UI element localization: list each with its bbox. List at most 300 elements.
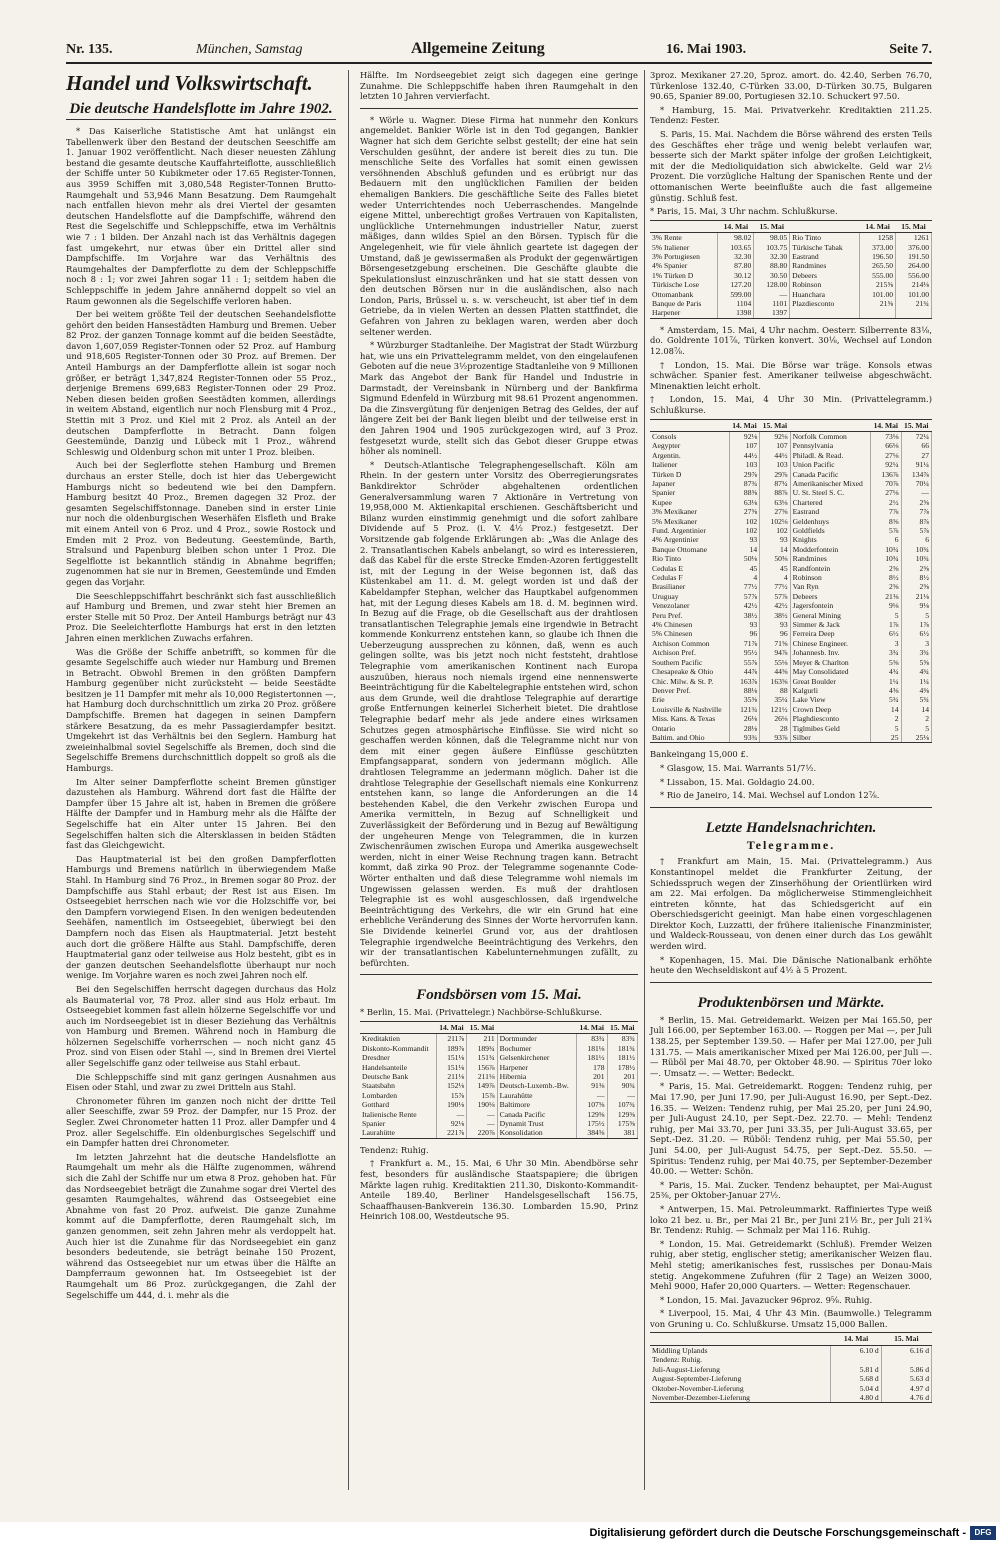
column-rule — [644, 70, 645, 1490]
page-header — [66, 40, 932, 64]
table-cell: 5% Italiener — [650, 243, 718, 252]
table-cell: Rio Tinto — [650, 554, 729, 563]
table-cell: 32.30 — [754, 252, 790, 261]
table-cell: 98.02 — [718, 233, 754, 243]
table-row — [650, 695, 932, 704]
hamburg-report: * Hamburg, 15. Mai. Privatverkehr. Kreditaktien 211.25. Tendenz: Fester. — [650, 104, 932, 126]
table-cell: 129⅝ — [577, 1110, 607, 1119]
table-cell: Venezolaner — [650, 601, 729, 610]
table-cell: 90¾ — [607, 1081, 638, 1090]
table-cell: 178 — [577, 1063, 607, 1072]
table-row — [650, 507, 932, 516]
table-row — [650, 479, 932, 488]
table-cell: Denver Pref. — [650, 686, 729, 695]
table-cell: 103 — [729, 460, 759, 469]
article-paragraph: Chronometer führen im ganzen noch nicht der dritte Teil aller Seeschiffe, zwar 59 Proz. der Dampfer, nur 15 Proz. der Segler. Zwei Chronometer hatten 11 Proz. aller Dampfer und 4 Proz. aller Segelschiffe. Ein oldenburgisches Segelschiff und ein Dampfer hatten drei Chronometer. — [66, 1095, 336, 1149]
table-cell: 96 — [760, 629, 790, 638]
table-cell: Cedulas E — [650, 564, 729, 573]
table-cell: 35¼ — [760, 695, 790, 704]
table-cell: Jagersfontein — [790, 601, 870, 610]
table-cell: U. St. Steel S. C. — [790, 488, 870, 497]
table-cell: 103 — [760, 460, 790, 469]
table-cell: Consols — [650, 431, 729, 441]
column-header: 14. Mai — [860, 220, 896, 232]
table-cell: 201 — [607, 1072, 638, 1081]
table-row — [360, 1034, 638, 1044]
table-cell: 21⅝ — [860, 299, 896, 308]
table-cell: 42½ — [729, 601, 759, 610]
table-row — [650, 724, 932, 733]
table-row — [650, 564, 932, 573]
column-3 — [650, 70, 932, 1409]
column-header: 15. Mai — [754, 220, 790, 232]
table-cell: 91⅜ — [577, 1081, 607, 1090]
table-cell: 77½ — [729, 582, 759, 591]
table-cell: Lombarden — [360, 1091, 436, 1100]
table-row — [650, 667, 932, 676]
column-header: 14. Mai — [577, 1021, 607, 1033]
table-cell: 14 — [760, 545, 790, 554]
article-paragraph: Bei den Segelschiffen herrscht dagegen durchaus das Holz als Baumaterial vor, 78 Proz. aller sind aus Holz erbaut. Im Ostseegebiet kommen fast allein hölzerne Segelschiffe vor und auch im Nordseegebiet ist in dieser Beziehung das Verhältnis von Hamburg und Bremen. Während noch in Hamburg die hölzernen Segelschiffe vorherrschen — noch nicht ganz 45 Proz. sind von Eisen oder Stahl —, sind in Bremen drei Viertel aller Segelschiffe ganz oder teilweise aus Stahl erbaut. — [66, 983, 336, 1069]
table-cell: 151⅛ — [436, 1053, 466, 1062]
produce-title: Produktenbörsen und Märkte. — [697, 994, 885, 1011]
table-cell: 102 — [729, 526, 759, 535]
table-cell: Chinese Engineer. — [790, 639, 870, 648]
column-header: 15. Mai — [881, 1333, 931, 1345]
table-row — [360, 1053, 638, 1062]
table-cell — [896, 308, 932, 318]
table-cell: 5.04 d — [831, 1384, 881, 1393]
market-report: * London, 15. Mai. Getreidemarkt (Schluß). Fremder Weizen ruhig, aber stetig, englischer stetig; amerikanischer Weizen flau. Mehl stetig; amerikanisches fest, russisches per Donau-Mais stetig. Angekommene Zufuhren (für 2 Tage) an Weizen 3000, Mehl 9000, Hafer 20,000 Quarters. — Wetter: Regenschauer. — [650, 1238, 932, 1292]
table-cell: 175½ — [577, 1119, 607, 1128]
column-header — [650, 220, 718, 232]
london-quote-table — [650, 419, 932, 744]
table-cell: 196.50 — [860, 252, 896, 261]
table-cell: 5⅞ — [871, 526, 901, 535]
table-row — [650, 233, 932, 243]
table-cell: Aegypter — [650, 441, 729, 450]
lisbon-report: * Lissabon, 15. Mai. Goldagio 24.00. — [660, 776, 815, 787]
table-cell: 45 — [760, 564, 790, 573]
table-cell: 3¾ — [871, 648, 901, 657]
table-cell: 211⅞ — [436, 1034, 466, 1044]
table-cell: 1397 — [754, 308, 790, 318]
table-cell: 1% Türken D — [650, 271, 718, 280]
table-row — [650, 545, 932, 554]
table-cell: 4% Spanier — [650, 261, 718, 270]
table-cell: Canada Pacific — [497, 1110, 576, 1119]
table-cell: Van Ryn — [790, 582, 870, 591]
table-cell: 2⅝ — [901, 564, 931, 573]
market-report: * Berlin, 15. Mai. Getreidemarkt. Weizen per Mai 165.50, per Juli 166.00, per September 163.00. — Roggen per Mai —, per Juli 138.25, per September 139.50. — Hafer per Mai 127.00, per Juli 131.75. — Mais amerikanischer Mixed per Mai 126.00, per Juli —. — Rüböl per Mai 48.70, per Oktober 48.90. — Spiritus 70er loko —. Umsatz —. — Wetter: Bedeckt. — [650, 1014, 932, 1078]
table-cell: 189¾ — [467, 1044, 497, 1053]
table-cell: Laurahütte — [497, 1091, 576, 1100]
table-row — [650, 677, 932, 686]
table-cell: 156⅞ — [467, 1063, 497, 1072]
column-header: 15. Mai — [607, 1021, 638, 1033]
issue-number: Nr. 135. — [66, 42, 113, 57]
table-cell: 5.86 d — [881, 1365, 931, 1374]
table-cell: 190⅛ — [436, 1100, 466, 1109]
table-cell: 220⅞ — [467, 1128, 497, 1138]
table-row — [650, 460, 932, 469]
table-cell: 7⅞ — [901, 507, 931, 516]
table-cell: 201 — [577, 1072, 607, 1081]
table-cell: Dresdner — [360, 1053, 436, 1062]
table-cell: Staatsbahn — [360, 1081, 436, 1090]
table-cell: Japaner — [650, 479, 729, 488]
table-cell: 27⅛ — [871, 488, 901, 497]
table-header-row — [650, 220, 932, 232]
table-cell: August-September-Lieferung — [650, 1374, 831, 1383]
table-cell: Randmines — [790, 261, 860, 270]
table-cell: 92¼ — [871, 460, 901, 469]
table-cell: 73⅛ — [871, 431, 901, 441]
table-cell: 6.16 d — [881, 1345, 931, 1355]
table-cell: 134⅞ — [901, 470, 931, 479]
table-cell: 25 — [871, 733, 901, 743]
market-report: * Paris, 15. Mai. Getreidemarkt. Roggen: Tendenz ruhig, per Mai 17.90, per Juni 17.90, per Juli-August 16.90, per Sept.-Dez. 16.35. — Weizen: Tendenz ruhig, per Mai 25.20, per Juni 24.90, per Juli-August 24.10, per Sept.-Dez. 22.70. — Mehl: Tendenz ruhig, per Mai 33.70, per Juni 33.35, per Juli-August 33.65, per Sept.-Dez. 31.20. — Rüböl: Tendenz ruhig, per Mai 55.50, per Juni 54.00, per Juli-August 54.75, per Sept.-Dez. 55.50. — Spiritus: Tendenz ruhig, per Mai 40.75, per September-Dezember 40.00. — Wetter: Schön. — [650, 1081, 932, 1177]
table-cell: Handelsanteile — [360, 1063, 436, 1072]
table-cell: Norfolk Common — [790, 431, 870, 441]
table-cell: 265.50 — [860, 261, 896, 270]
table-cell — [881, 1355, 931, 1364]
continued-quotes: 3proz. Mexikaner 27.20, 5proz. amort. do. 42.40, Serben 76.70, Türkenlose 132.40, C-Türken 33.00, D-Türken 30.75, Bulgaren 90.65, Spanier 89.00, Portugiesen 32.10. Schuckert 97.50. — [650, 70, 932, 102]
table-cell: 5.68 d — [831, 1374, 881, 1383]
table-row — [650, 526, 932, 535]
article-paragraph: Der bei weitem größte Teil der deutschen Seehandelsflotte gehört den beiden Hansestädten Hamburg und Bremen. Ueber 82 Proz. der ganzen Tonnage kommt auf die beiden Seestädte, davon 1,607,059 Register-Tonnen oder 52 Proz. auf Hamburg und 918,605 Register-Tonnen oder 30 Proz. auf Bremen. Der Anteil Hamburgs an der Dampferflotte allein ist sogar noch größer, er beträgt 1,347,824 Register-Tonnen oder 55 Proz., derjenige Bremens 699,683 Register-Tonnen oder 29 Proz. Neben diesen beiden großen Seestädten kommen, allerdings in weitem Abstand, eigentlich nur noch Flensburg mit 4 Proz., Stettin mit 3 Proz. und Kiel mit 2 Proz. als Anteil an der deutschen Dampferflotte in Betracht. Dann folgen Geestemünde, Danzig und Lübeck mit 1 Proz., während Schleswig und Oldenburg schon mit unter 1 Proz. bleiben. — [66, 309, 336, 457]
table-cell: 70⅞ — [871, 479, 901, 488]
table-cell: 5% Mexikaner — [650, 517, 729, 526]
table-cell: 88⅞ — [760, 488, 790, 497]
article-paragraph: Was die Größe der Schiffe anbetrifft, so kommen für die gesamte Segelschiffe auch wieder nur Hamburg und Bremen in Betracht. Obwohl Bremen in den größten Dampfern Hamburg gegenüber nicht zurücksteht — beide Seestädte besitzen je 11 Dampfer mit mehr als 10,000 Registertonnen —, hat Hamburg doch durchschnittlich um zirka 20 Proz. größere Dampfschiffe. Bremen hat dagegen in seinen Dampfern stärkere Besatzung, da es mehr Passagierdampfer besitzt. Umgekehrt ist das Verhältnis bei den Seglern. Hamburg hat zweieinhalbmal soviel Segelschiffe als Bremen, doch sind die Segelschiffe Bremens durchschnittlich doppelt so groß als die Hamburgs. — [66, 646, 336, 774]
table-cell: Ottomanbank — [650, 290, 718, 299]
table-cell: 136⅞ — [871, 470, 901, 479]
london-report: † London, 15. Mai. Die Börse war träge. Konsols etwas schwächer. Spanier fest. Amerikaner teilweise abgeschwächt. Minenaktien leicht erholt. — [650, 359, 932, 391]
table-cell: 44½ — [729, 451, 759, 460]
table-cell: 77½ — [760, 582, 790, 591]
table-cell: 121¾ — [729, 705, 759, 714]
table-cell: Meyer & Charlton — [790, 658, 870, 667]
table-cell: Union Pacific — [790, 460, 870, 469]
table-row — [650, 535, 932, 544]
table-cell: Banque de Paris — [650, 299, 718, 308]
table-cell: 9⅛ — [871, 601, 901, 610]
table-cell: Brasilianer — [650, 582, 729, 591]
table-cell: 29⅞ — [729, 470, 759, 479]
table-cell: 4 — [729, 573, 759, 582]
table-cell: 14 — [871, 705, 901, 714]
table-cell: 211⅛ — [467, 1072, 497, 1081]
table-cell: 8½ — [901, 573, 931, 582]
table-cell: Argentin. — [650, 451, 729, 460]
table-cell: 1398 — [718, 308, 754, 318]
table-cell: 4¾ — [901, 667, 931, 676]
table-cell: Laurahütte — [360, 1128, 436, 1138]
table-cell: Louisville & Nashville — [650, 705, 729, 714]
column-header — [360, 1021, 436, 1033]
table-cell: — — [467, 1110, 497, 1119]
table-cell: Harpener — [650, 308, 718, 318]
table-cell: Simmer & Jack — [790, 620, 870, 629]
table-cell: Baltimore — [497, 1100, 576, 1109]
table-cell: 4¾ — [871, 667, 901, 676]
table-cell: General Mining — [790, 611, 870, 620]
table-cell: 92⅛ — [436, 1119, 466, 1128]
column-1 — [66, 70, 336, 1303]
news-items — [360, 115, 638, 969]
issue-date: 16. Mai 1903. — [666, 42, 747, 57]
table-cell: 95½ — [729, 648, 759, 657]
table-cell: Spanier — [650, 488, 729, 497]
table-cell — [860, 308, 896, 318]
article-paragraph: Im Alter seiner Dampferflotte scheint Bremen günstiger dazustehen als Hamburg. Während dort fast die Hälfte der Dampfer über 15 Jahre alt ist, haben in Bremen die größere Hälfte der Dampfer und in Hamburg mehr als die Hälfte der Segelschiffe hat ein Alter unter 15 Jahren. Bei den Segelschiffen halten sich die Altersklassen in beiden Städten fast das Gleichgewicht. — [66, 776, 336, 851]
table-cell: Debeers — [790, 271, 860, 280]
table-row — [650, 601, 932, 610]
table-cell: — — [754, 290, 790, 299]
table-cell: 127.20 — [718, 280, 754, 289]
table-cell: Miss. Kans. & Texas — [650, 714, 729, 723]
news-item: * Deutsch-Atlantische Telegraphengesellschaft. Köln am Rhein. In der gestern unter Vorsitz des Oberregierungsrates Bankdirektor Schröder abgehaltenen ordentlichen Generalversammlung waren 7 Aktionäre in Vertretung von 19,958,000 M. Aktienkapital erschienen. Geschäftsbericht und Bilanz wurden einstimmig genehmigt und die sofort zahlbare Dividende auf 5 Proz. (i. V. 4½ Proz.) festgesetzt. Der Vorsitzende gab folgende Erklärungen ab: „Was die Anlage des 2. Transatlantischen Kabels anbelangt, so wird es interessieren, daß das Kabel für die erste Strecke Emden-Azoren fertiggestellt ist, mit der Legung in der Weise begonnen ist, daß das Küstenkabel am 11. d. M. gelegt worden ist und daß der Kabeldampfer Stephan, welcher das Hauptkabel aufgenommen hat, mit der Legung dieses Kabels am 18. d. M. beginnen wird. In Bezug auf die Frage, ob die Gesellschaft aus der drahtlosen transatlantischen Telegraphie jemals eine irgendwie in Betracht kommende Konkurrenz entstehen kann, so glaube ich Ihnen die Ueberzeugung aussprechen zu können, daß, wenn es auch gelingen sollte, was bis jetzt noch nicht feststeht, drahtlose Telegraphie vom amerikanischen Kontinent nach Europa auszuüben, hieraus noch niemals irgend eine nennenswerte Beeinträchtigung für die Kabeltelegraphie entstehen wird, schon aus dem Grunde, weil die drahtlose Telegraphie auf derartige große Entfernungen keinerlei Sicherheit bietet. Die drahtlose Telegraphie bedarf mehr als jede andere eines wirksamen Schutzes gegen atmosphärische Einflüsse. Sie wird nicht so geschaffen werden können, daß die Telegramme nicht nur von dem mit einer gegen äußere Einflüsse geschützten Empfangsapparat, sondern von jedermann möglich. Alle drahtlosen Telegramme an jedermann möglich. Daher ist die drahtlose Telegraphie der Gesellschaft niemals eine Konkurrenz entstehen kann, so lange die Anforderungen an die 14 bestehenden Kabel, die den Verkehr zwischen Europa und Amerika vermitteln, in Bezug auf Schnelligkeit und Zuverlässigkeit der Beförderung und in Bezug auf Bewältigung der ungeheuren Menge von Telegrammen, die in kurzen Zwischenräumen zwischen Europa und Amerika ausgewechselt werden, nicht in einer Weise Rechnung tragen kann. Betracht kommt, daß zirka 90 Proz. der Telegramme sogenannte Code-Wörter enthalten und daß diese Telegramme wohl niemals im Ungewissen gelassen werden. Es muß der drahtlosen Telegraphie ist es wohl ausgeschlossen, daß irgendwelche Beeinträchtigung des Verkehrs, die wir ein Grund hat eine erhebliche Veränderung des Sinnes der Worte hervorrufen kann. Sie Dividende keinerlei Grund vor, aus der drahtlosen Telegraphie irgendwelche Beeinträchtigung des Verkehrs, den wir der transatlantischen Kabelunternehmungen zufällt, zu befürchten. — [360, 459, 638, 968]
table-cell: 6.10 d — [831, 1345, 881, 1355]
table-cell: November-Dezember-Lieferung — [650, 1393, 831, 1403]
table-cell: 98.05 — [754, 233, 790, 243]
dfg-logo: DFG — [970, 1526, 996, 1540]
table-cell: 5% Chinesen — [650, 629, 729, 638]
table-cell: 384⅝ — [577, 1128, 607, 1138]
table-cell: 10¾ — [901, 545, 931, 554]
table-cell: 8⅞ — [901, 517, 931, 526]
table-cell: Gelsenkirchener — [497, 1053, 576, 1062]
table-cell: 66 — [901, 441, 931, 450]
table-row — [650, 1365, 932, 1374]
divider — [360, 108, 638, 109]
table-cell: 211 — [467, 1034, 497, 1044]
table-cell: 45 — [729, 564, 759, 573]
table-cell: 5 — [871, 724, 901, 733]
table-row — [650, 431, 932, 441]
table-row — [650, 1355, 932, 1364]
column-header: 14. Mai — [871, 419, 901, 431]
table-cell: 96 — [729, 629, 759, 638]
table-row — [360, 1100, 638, 1109]
continued-text: Hälfte. Im Nordseegebiet zeigt sich dagegen eine geringe Zunahme. Die Schleppschiffe haben ihren Raumgehalt in den letzten 10 Jahren vervierfacht. — [360, 70, 638, 102]
table-cell: 4.80 d — [831, 1393, 881, 1403]
table-cell: 27 — [901, 451, 931, 460]
table-cell: 9⅛ — [901, 601, 931, 610]
table-cell: 5⅞ — [901, 526, 931, 535]
table-cell: 103.75 — [754, 243, 790, 252]
table-row — [650, 470, 932, 479]
table-cell: Erie — [650, 695, 729, 704]
table-cell: 14 — [729, 545, 759, 554]
table-cell: 83¾ — [607, 1034, 638, 1044]
table-cell: Italienische Rente — [360, 1110, 436, 1119]
glasgow-report: * Glasgow, 15. Mai. Warrants 51/7½. — [660, 762, 817, 773]
table-row — [360, 1063, 638, 1072]
table-cell: 70¼ — [901, 479, 931, 488]
table-cell: 214⅛ — [896, 280, 932, 289]
telegrams-title: Telegramme. — [746, 837, 836, 852]
table-cell: 8⅝ — [871, 517, 901, 526]
table-row — [650, 629, 932, 638]
table-cell: 6 — [871, 535, 901, 544]
table-row — [360, 1119, 638, 1128]
table-cell: 35⅝ — [729, 695, 759, 704]
table-cell: Cedulas F — [650, 573, 729, 582]
table-cell: Southern Pacific — [650, 658, 729, 667]
column-2 — [360, 70, 638, 1225]
table-row — [360, 1044, 638, 1053]
berlin-heading: * Berlin, 15. Mai. (Privattelegr.) Nachbörse-Schlußkurse. — [360, 1007, 603, 1018]
table-row — [650, 280, 932, 289]
table-cell: 91¼ — [901, 460, 931, 469]
table-cell: 38½ — [760, 611, 790, 620]
table-cell: 3¾ — [901, 648, 931, 657]
table-cell: 10¾ — [901, 554, 931, 563]
amsterdam-report: * Amsterdam, 15. Mai, 4 Uhr nachm. Oesterr. Silberrente 83⅛, do. Goldrente 101⅞, Türken konvert. 30⅛, Wechsel auf London 12.08⅞. — [650, 324, 932, 356]
table-row — [650, 714, 932, 723]
table-cell: Chic. Milw. & St. P. — [650, 677, 729, 686]
table-row — [650, 1384, 932, 1393]
table-cell: 102⅛ — [760, 517, 790, 526]
column-header — [650, 1333, 831, 1345]
table-cell: Pennsylvania — [790, 441, 870, 450]
berlin-tendenz: Tendenz: Ruhig. — [360, 1144, 429, 1155]
table-row — [650, 573, 932, 582]
table-cell: 1104 — [718, 299, 754, 308]
table-cell: 373.00 — [860, 243, 896, 252]
table-cell: 5¾ — [901, 695, 931, 704]
table-cell: Silber — [790, 733, 870, 743]
table-cell: 163⅝ — [760, 677, 790, 686]
table-cell: Huanchara — [790, 290, 860, 299]
table-cell: 3% Rente — [650, 233, 718, 243]
table-cell: 93 — [760, 620, 790, 629]
table-cell: 4.97 d — [881, 1384, 931, 1393]
table-cell: 3 — [871, 639, 901, 648]
table-cell: 129⅝ — [607, 1110, 638, 1119]
table-cell: 221⅞ — [436, 1128, 466, 1138]
table-cell: Peru Pref. — [650, 611, 729, 620]
table-cell: 1¼ — [871, 677, 901, 686]
table-cell: 21⅛ — [901, 592, 931, 601]
table-cell: Dortmunder — [497, 1034, 576, 1044]
table-cell: 26⅛ — [729, 714, 759, 723]
table-cell: 71⅝ — [760, 639, 790, 648]
table-cell: 4⅜ — [871, 686, 901, 695]
table-cell: 1⅞ — [901, 620, 931, 629]
divider — [650, 982, 932, 983]
table-cell: 88.80 — [754, 261, 790, 270]
table-row — [650, 1345, 932, 1355]
paris-heading: * Paris, 15. Mai, 3 Uhr nachm. Schlußkurse. — [650, 206, 838, 217]
table-row — [360, 1091, 638, 1100]
table-row — [650, 582, 932, 591]
paris-quote-table — [650, 220, 932, 319]
column-header: 14. Mai — [831, 1333, 881, 1345]
table-cell: Randfontein — [790, 564, 870, 573]
london-heading: † London, 15. Mai, 4 Uhr 30 Min. (Privattelegramm.) Schlußkurse. — [650, 394, 932, 415]
digitization-footer — [0, 1522, 1000, 1545]
column-header: 15. Mai — [896, 220, 932, 232]
table-cell: Chartered — [790, 498, 870, 507]
table-cell: 50⅜ — [760, 554, 790, 563]
table-cell: Ontario — [650, 724, 729, 733]
table-cell: 2⅝ — [901, 498, 931, 507]
table-cell: 55⅞ — [729, 658, 759, 667]
table-cell: Plazdiesconto — [790, 299, 860, 308]
table-cell: 5 — [901, 724, 931, 733]
table-cell: 6½ — [871, 629, 901, 638]
news-item: * Würzburger Stadtanleihe. Der Magistrat der Stadt Würzburg hat, wie uns ein Privattelegramm meldet, von den eingelaufenen Geboten auf die neue 3½prozentige Stadtanleihe von 9 Millionen Mark das Angebot der Bank für Handel und Industrie in Darmstadt, der Vereinsbank in Nürnberg und der Bankfirma Sigmund Edenfeld in Würzburg mit 98.61 Prozent angenommen. Da die Zinsvergütung für denjenigen Betrag des Geldes, der auf längere Zeit bei der Bank liegen bleibt und der teilweise erst in den Jahren 1904 und 1905 zurückgezogen wird, auf 3 Proz. festgesetzt wurde, stellt sich das Gebot dieser Gruppe etwas höher als nominell. — [360, 340, 638, 457]
table-cell: Goldfields — [790, 526, 870, 535]
table-cell: Chesapeake & Ohio — [650, 667, 729, 676]
article-title: Die deutsche Handelsflotte im Jahre 1902. — [66, 100, 336, 120]
table-cell: 44⅞ — [729, 667, 759, 676]
table-cell: 10¾ — [871, 545, 901, 554]
table-cell: 152⅛ — [436, 1081, 466, 1090]
column-rule — [348, 70, 349, 1490]
table-row — [650, 498, 932, 507]
table-row — [650, 1374, 932, 1383]
table-row — [650, 686, 932, 695]
article-paragraph: Die Seeschleppschiffahrt beschränkt sich fast ausschließlich auf Hamburg und Bremen, und zwar steht hier Bremen an erster Stelle mit 50 Proz. Der Anteil Hamburgs beträgt nur 43 Proz. Die Seeleichterflotte Hamburgs hat erst in den letzten Jahren einen merklichen Zuwachs erfahren. — [66, 590, 336, 643]
table-cell: 151¾ — [467, 1053, 497, 1062]
article-body — [66, 126, 336, 1300]
column-header — [790, 419, 870, 431]
table-cell: 44½ — [760, 451, 790, 460]
column-header: 15. Mai — [901, 419, 931, 431]
table-row — [650, 290, 932, 299]
article-paragraph: Das Hauptmaterial ist bei den großen Dampferflotten Hamburgs und Bremens natürlich in überwiegendem Maße Stahl. In Hamburg sind 76 Proz., in Bremen sogar 80 Proz. der Dampfschiffe aus Stahl erbaut; der Rest ist aus Eisen. Im Ostseegebiet herrschen nach wie vor die Holzschiffe vor, bei den Dampfern vorwiegend Eisen. In den wenigen bedeutenden Seehäfen, namentlich im Ostseegebiet, überwiegt bei den Dampfern noch das Eisen als Hauptmaterial. Jetzt besteht auch dort die größere Hälfte aus Stahl. Dampfschiffe, deren Hauptmaterial ganz oder teilweise aus Holz besteht, gibt es in der ganzen deutschen Seehandelsflotte überhaupt nur noch wenige. Im Vorjahre waren es noch zwei Jahren noch elf. — [66, 853, 336, 981]
funding-note: Digitalisierung gefördert durch die Deutsche Forschungsgemeinschaft - — [589, 1527, 966, 1539]
table-row — [650, 517, 932, 526]
table-cell: 163⅞ — [729, 677, 759, 686]
section-title: Handel und Volkswirtschaft. — [66, 71, 313, 95]
table-cell: Robinson — [790, 573, 870, 582]
table-cell: 1⅞ — [871, 620, 901, 629]
table-cell: 44⅝ — [760, 667, 790, 676]
table-cell: Tiglmibes Geld — [790, 724, 870, 733]
market-report: * London, 15. Mai. Javazucker 96proz. 9⅝. Ruhig. — [660, 1294, 873, 1305]
table-cell: 6½ — [901, 629, 931, 638]
table-cell: Gotthard — [360, 1100, 436, 1109]
table-cell: 88 — [760, 686, 790, 695]
table-cell: 2 — [871, 714, 901, 723]
table-cell: 2 — [901, 714, 931, 723]
table-cell: Johannesb. Inv. — [790, 648, 870, 657]
table-cell: 107¾ — [607, 1100, 638, 1109]
table-row — [650, 488, 932, 497]
rio-report: * Rio de Janeiro, 14. Mai. Wechsel auf London 12⅞. — [660, 790, 880, 801]
article-paragraph: * Das Kaiserliche Statistische Amt hat unlängst ein Tabellenwerk über den Bestand der deutschen Seeschiffe am 1. Januar 1902 veröffentlicht. Nach dieser neuesten Zählung bestand die gesamte deutsche Kauffahrteiflotte, ausschließlich der Schiffe unter 50 Kubikmeter oder 17.65 Register-Tonnen, aus 3959 Schiffen mit 3,080,548 Register-Tonnen Brutto-Raumgehalt und 53,946 Mann Besatzung. Dem Raumgehalt nach entfallen hievon mehr als drei Viertel der gesamten deutschen Handelsflotte auf die Dampfschiffe, während den Rest die Segelschiffe und Schleppschiffe, etwa im Verhältnis wie 7 : 1 bilden. Der Anzahl nach ist das Verhältnis dagegen fast umgekehrt, nur etwas über ein Drittel aller sind Dampfschiffe. Im Vorjahre war das Verhältnis des Raumgehaltes der Dampferflotte zu dem der Schleppschiffe noch 8 : 1; vor zwei Jahren sogar 11 : 1; seitdem haben die Schleppschiffe in jedem Jahre annähernd doppelt so viel an Raum gewonnen als die Segelschiffe verloren haben. — [66, 126, 336, 306]
table-cell: 5 — [901, 611, 931, 620]
place-day: München, Samstag — [196, 42, 303, 57]
table-cell: 181½ — [607, 1053, 638, 1062]
table-cell: 50⅛ — [729, 554, 759, 563]
page-number: Seite 7. — [889, 42, 932, 57]
table-cell: Robinson — [790, 280, 860, 289]
table-cell: 103.65 — [718, 243, 754, 252]
table-cell: Hibernia — [497, 1072, 576, 1081]
table-cell: 4 — [760, 573, 790, 582]
table-cell: Atchison Pref. — [650, 648, 729, 657]
table-cell: 21⅜ — [871, 592, 901, 601]
table-cell: 30.12 — [718, 271, 754, 280]
table-cell: Konsolidation — [497, 1128, 576, 1138]
table-cell: 72¼ — [901, 431, 931, 441]
